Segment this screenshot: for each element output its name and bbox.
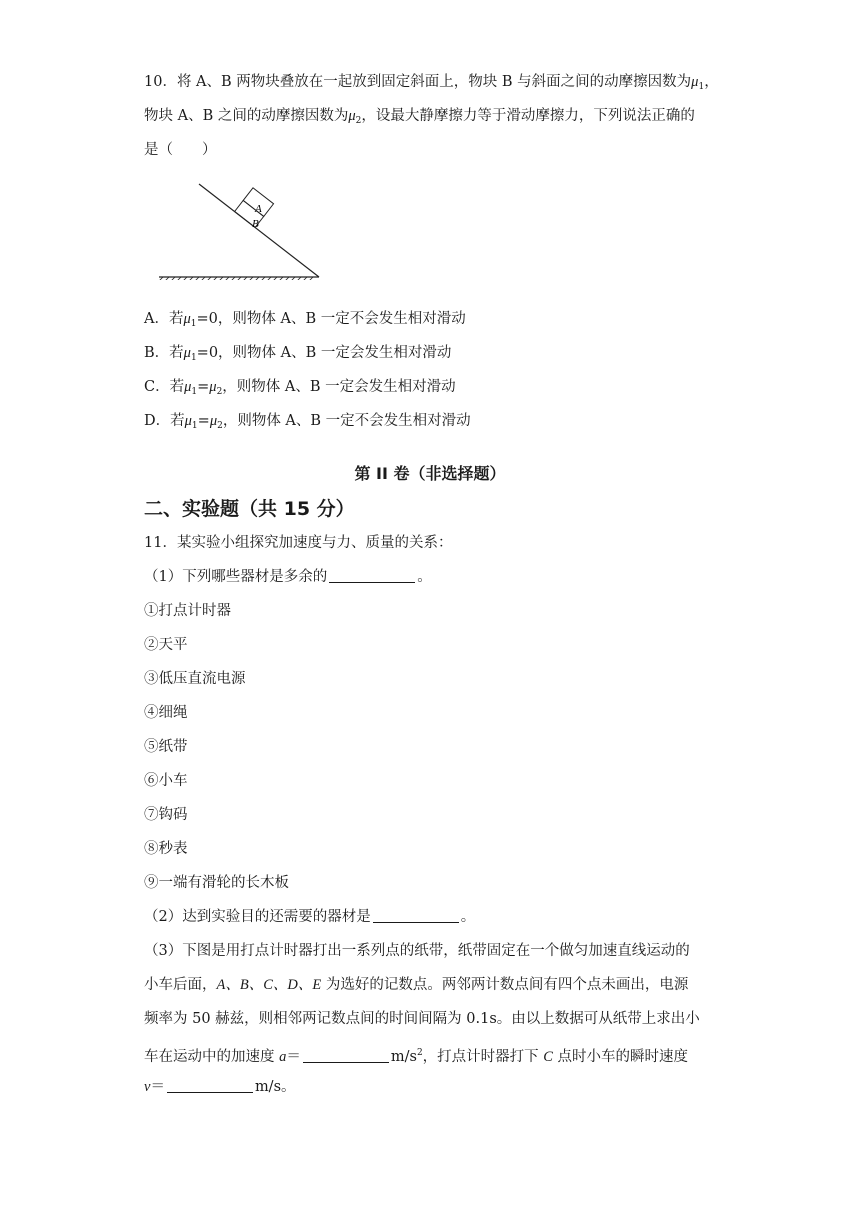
q11-text: 为选好的记数点。两邻两计数点间有四个点未画出，电源 bbox=[321, 977, 689, 993]
equipment-item: ①打点计时器 bbox=[144, 603, 231, 619]
q11-part2 bbox=[144, 907, 475, 927]
mu-subscript: 1 bbox=[190, 353, 197, 363]
equipment-item: ⑦钩码 bbox=[144, 807, 188, 823]
answer-blank[interactable] bbox=[329, 568, 415, 583]
option-prefix: D．若 bbox=[144, 413, 185, 429]
unit: m/s。 bbox=[254, 1079, 296, 1095]
q11-intro: 11．某实验小组探究加速度与力、质量的关系： bbox=[144, 535, 453, 551]
incline-surface bbox=[199, 184, 319, 277]
q11-part3-line-4 bbox=[144, 1043, 688, 1067]
option-prefix: A．若 bbox=[144, 311, 184, 327]
option-a bbox=[144, 309, 466, 334]
option-text: ，则物体 A、B 一定会发生相对滑动 bbox=[222, 379, 456, 395]
q11-part3-line-5 bbox=[144, 1077, 296, 1097]
q10-text: 物块 A、B 之间的动摩擦因数为 bbox=[144, 108, 349, 124]
option-text: =0，则物体 A、B 一定不会发生相对滑动 bbox=[196, 311, 466, 327]
option-prefix: C．若 bbox=[144, 379, 185, 395]
point-c: C bbox=[543, 1049, 553, 1065]
mu-symbol: μ bbox=[209, 379, 217, 395]
q10-text: 10．将 A、B 两物块叠放在一起放到固定斜面上，物块 B 与斜面之间的动摩擦因数为 bbox=[144, 74, 692, 90]
mu-symbol: μ bbox=[691, 74, 699, 90]
part-title: 第 II 卷（非选择题） bbox=[354, 464, 506, 483]
answer-blank[interactable] bbox=[167, 1078, 253, 1093]
mu-symbol: μ bbox=[348, 108, 356, 124]
option-b bbox=[144, 343, 451, 368]
mu-symbol: μ bbox=[183, 311, 191, 327]
mu-symbol: μ bbox=[184, 413, 192, 429]
option-text: =0，则物体 A、B 一定会发生相对滑动 bbox=[196, 345, 452, 361]
q10-line-1 bbox=[144, 72, 719, 97]
mu-symbol: μ bbox=[209, 413, 218, 429]
q10-text: ， bbox=[704, 74, 719, 90]
equals-sign: = bbox=[197, 413, 210, 429]
mu-subscript: 1 bbox=[190, 319, 197, 329]
velocity-symbol: v bbox=[144, 1079, 151, 1095]
q11-text: 点时小车的瞬时速度 bbox=[552, 1049, 689, 1065]
option-prefix: B．若 bbox=[144, 345, 184, 361]
mu-subscript: 2 bbox=[355, 116, 362, 126]
mu-subscript: 1 bbox=[191, 421, 198, 431]
equipment-item: ⑧秒表 bbox=[144, 841, 188, 857]
equipment-item: ⑥小车 bbox=[144, 773, 188, 789]
q11-text: 小车后面， bbox=[144, 977, 217, 993]
q10-line-3 bbox=[144, 140, 217, 160]
option-c bbox=[144, 377, 456, 402]
equipment-item: ④细绳 bbox=[144, 705, 188, 721]
option-d bbox=[144, 411, 471, 436]
unit: m/s bbox=[390, 1049, 417, 1065]
q11-text: 车在运动中的加速度 bbox=[144, 1049, 280, 1065]
q11-part3-line-2 bbox=[144, 975, 688, 995]
mu-subscript: 2 bbox=[217, 421, 223, 431]
equals-sign: ＝ bbox=[286, 1049, 301, 1065]
answer-blank[interactable] bbox=[303, 1048, 389, 1063]
equals-sign: ＝ bbox=[150, 1079, 165, 1095]
block-b-label: B bbox=[252, 218, 259, 230]
count-points: A、B、C、D、E bbox=[216, 977, 322, 993]
mu-subscript: 1 bbox=[191, 387, 198, 397]
q10-text: 是（ ） bbox=[144, 142, 217, 158]
q11-part3-line-1: （3）下图是用打点计时器打出一系列点的纸带，纸带固定在一个做匀加速直线运动的 bbox=[144, 943, 690, 959]
q11-part2-text: （2）达到实验目的还需要的器材是 bbox=[144, 909, 371, 925]
mu-subscript: 2 bbox=[216, 387, 223, 397]
unit-superscript: 2 bbox=[416, 1048, 423, 1058]
q10-text: ，设最大静摩擦力等于滑动摩擦力，下列说法正确的 bbox=[361, 108, 695, 124]
equipment-item: ⑤纸带 bbox=[144, 739, 188, 755]
q11-part3-line-3: 频率为 50 赫兹，则相邻两记数点间的时间间隔为 0.1s。由以上数据可从纸带上求出小 bbox=[144, 1011, 700, 1027]
block-a-label: A bbox=[255, 203, 262, 215]
equals-sign: = bbox=[197, 379, 210, 395]
section-heading: 二、实验题（共 15 分） bbox=[144, 498, 355, 520]
punctuation: 。 bbox=[417, 569, 432, 585]
q11-part1 bbox=[144, 567, 432, 587]
q11-part1-text: （1）下列哪些器材是多余的 bbox=[144, 569, 328, 585]
punctuation: 。 bbox=[460, 909, 476, 925]
option-text: ，则物体 A、B 一定不会发生相对滑动 bbox=[222, 413, 471, 429]
incline-figure bbox=[155, 180, 335, 280]
equipment-item: ⑨一端有滑轮的长木板 bbox=[144, 875, 289, 891]
mu-symbol: μ bbox=[184, 379, 192, 395]
answer-blank[interactable] bbox=[373, 908, 459, 923]
equipment-item: ②天平 bbox=[144, 637, 188, 653]
equipment-item: ③低压直流电源 bbox=[144, 671, 246, 687]
acceleration-symbol: a bbox=[279, 1049, 287, 1065]
mu-subscript: 1 bbox=[698, 82, 705, 92]
q10-line-2 bbox=[144, 106, 695, 131]
q11-text: ，打点计时器打下 bbox=[422, 1049, 544, 1065]
mu-symbol: μ bbox=[183, 345, 191, 361]
